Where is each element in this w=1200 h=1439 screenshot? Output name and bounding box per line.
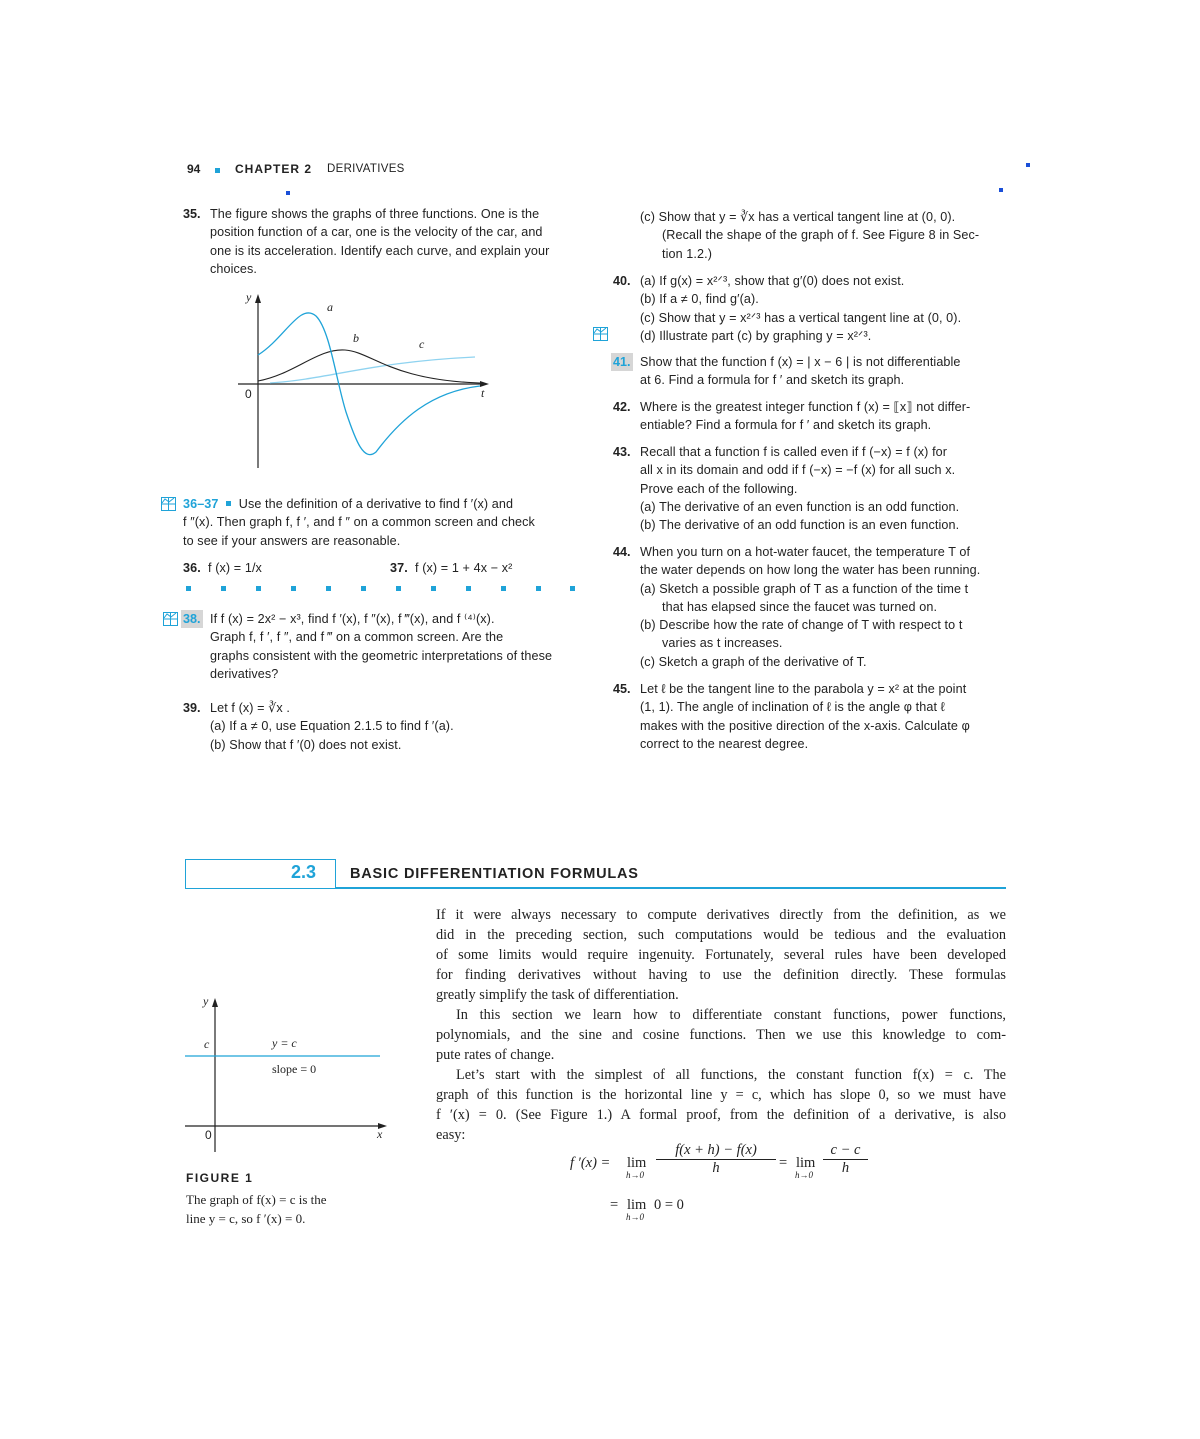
slope-label: slope = 0	[272, 1062, 317, 1076]
text-line: (b) Describe how the rate of change of T with respect to t	[640, 618, 963, 633]
origin-label: 0	[205, 1128, 212, 1142]
text-line: all x in its domain and odd if f (−x) = −f (x) for all such x.	[640, 463, 956, 478]
chapter-label: CHAPTER 2	[235, 162, 313, 176]
text-line: In this section we learn how to differentiate constant functions, power functions,	[456, 1007, 1006, 1023]
text-line: easy:	[436, 1127, 466, 1143]
text-line: graph of this function is the horizontal line y = c, which has slope 0, so we must have	[436, 1087, 1006, 1103]
eq-lim: lim	[796, 1155, 816, 1171]
text-line: Graph f, f ′, f ″, and f ‴ on a common screen. Are the	[210, 630, 504, 645]
text-line: one is its acceleration. Identify each curve, and explain your	[210, 243, 550, 258]
text-line: did in the preceding section, such computations would be tedious and the evaluation	[436, 927, 1006, 943]
chapter-title: DERIVATIVES	[327, 163, 405, 175]
exercise-text: f (x) = 1 + 4x − x²	[415, 561, 513, 575]
text-line: (a) Sketch a possible graph of T as a function of the time t	[640, 581, 969, 596]
exercise-number: 41.	[611, 353, 633, 371]
text-line: correct to the nearest degree.	[640, 736, 809, 751]
text-line: Let ℓ be the tangent line to the parabola y = x² at the point	[640, 682, 967, 696]
y-axis-arrow	[212, 998, 218, 1007]
text-line: polynomials, and the sine and cosine functions. Then we use this knowledge to com-	[436, 1027, 1006, 1043]
eq-lim: lim	[627, 1155, 647, 1171]
text-line: (c) Show that y = x²ᐟ³ has a vertical tangent line at (0, 0).	[640, 310, 962, 325]
origin-label: 0	[245, 387, 252, 401]
text-line: (Recall the shape of the graph of f. See Figure 8 in Sec-	[662, 228, 980, 243]
eq-equals: =	[779, 1155, 788, 1171]
text-line: (d) Illustrate part (c) by graphing y = x²ᐟ³.	[640, 328, 872, 343]
eq-result: 0 = 0	[654, 1197, 684, 1213]
eq-lhs: f ′(x) =	[570, 1155, 611, 1171]
text-line: makes with the positive direction of the x-axis. Calculate φ	[640, 718, 970, 733]
text-line: choices.	[210, 261, 257, 276]
line-label: y = c	[272, 1036, 297, 1050]
text-line: (c) Sketch a graph of the derivative of T.	[640, 654, 867, 669]
text-line: If f (x) = 2x² − x³, find f ′(x), f ″(x), f ‴(x), and f ⁽⁴⁾(x).	[210, 612, 495, 626]
text-line: Prove each of the following.	[640, 481, 798, 496]
text-line: graphs consistent with the geometric interpretations of these	[210, 648, 553, 663]
text-line: f ″(x). Then graph f, f ′, and f ″ on a common screen and check	[183, 515, 535, 530]
exercise-number: 42.	[613, 400, 631, 414]
text-line: to see if your answers are reasonable.	[183, 533, 401, 548]
text-line: (1, 1). The angle of inclination of ℓ is the angle φ that ℓ	[640, 700, 945, 715]
exercise-number: 37.	[390, 561, 408, 575]
text-line: entiable? Find a formula for f ′ and sketch its graph.	[640, 418, 932, 433]
text-line: (b) Show that f ′(0) does not exist.	[210, 737, 402, 752]
exercise-number: 45.	[613, 682, 631, 696]
exercise-number: 35.	[183, 207, 201, 221]
text-line: (b) The derivative of an odd function is an even function.	[640, 518, 960, 533]
exercise-text: f (x) = 1/x	[208, 561, 262, 575]
text-line: pute rates of change.	[436, 1047, 555, 1063]
eq-numerator: f(x + h) − f(x)	[656, 1142, 776, 1160]
text-line: varies as t increases.	[662, 636, 783, 651]
text-line: Let’s start with the simplest of all functions, the constant function f(x) = c. The	[456, 1067, 1006, 1083]
exercise-number: 44.	[613, 545, 631, 559]
eq-denominator: h	[841, 1160, 850, 1176]
text-line: The figure shows the graphs of three functions. One is the	[210, 207, 540, 221]
eq-lim-sub: h→0	[626, 1212, 644, 1222]
exercise-number: 38.	[181, 610, 203, 628]
eq-lim: lim	[627, 1197, 647, 1213]
figure-caption	[186, 1190, 327, 1228]
text-line: of some limits would require ingenuity. Fortunately, several rules have been developed	[436, 947, 1006, 963]
section-number: 2.3	[291, 862, 317, 882]
text-line: the water depends on how long the water has been running.	[640, 563, 981, 578]
text-line: for finding derivatives without having to use the definition directly. These formulas	[436, 967, 1006, 983]
text-line: tion 1.2.)	[662, 246, 713, 261]
t-axis-label: t	[481, 386, 485, 400]
text-line: If it were always necessary to compute derivatives directly from the definition, as we	[436, 907, 1006, 923]
exercise-number: 40.	[613, 274, 631, 288]
caption-line: The graph of f(x) = c is the	[186, 1192, 327, 1207]
eq-numerator: c − c	[823, 1142, 868, 1160]
section-title: BASIC DIFFERENTIATION FORMULAS	[350, 866, 639, 882]
c-label: c	[204, 1037, 210, 1051]
x-axis-label: x	[377, 1127, 383, 1141]
text-line: Let f (x) = ∛x .	[210, 701, 290, 715]
figure-title: FIGURE 1	[186, 1171, 254, 1185]
eq-denominator: h	[712, 1160, 720, 1176]
text-line: position function of a car, one is the velocity of the car, and	[210, 225, 543, 240]
eq-lim-sub: h→0	[626, 1170, 644, 1180]
text-line: (a) The derivative of an even function is an odd function.	[640, 499, 960, 514]
text-line: Show that the function f (x) = | x − 6 | is not differentiable	[640, 355, 961, 369]
exercise-range: 36–37	[183, 497, 219, 511]
exercise-number: 43.	[613, 445, 631, 459]
text-line: Recall that a function f is called even if f (−x) = f (x) for	[640, 445, 948, 459]
text-line: derivatives?	[210, 666, 279, 681]
text-line: (a) If a ≠ 0, use Equation 2.1.5 to find f ′(a).	[210, 719, 454, 734]
text-line: that has elapsed since the faucet was turned on.	[662, 599, 938, 614]
text-line: (a) If g(x) = x²ᐟ³, show that g′(0) does not exist.	[640, 274, 905, 288]
eq-equals: =	[610, 1197, 619, 1213]
page-number: 94	[187, 162, 201, 176]
text-line: Use the definition of a derivative to find f ′(x) and	[238, 497, 514, 511]
text-line: Where is the greatest integer function f (x) = ⟦x⟧ not differ-	[640, 400, 971, 414]
text-line: greatly simplify the task of differentiation.	[436, 987, 679, 1003]
y-axis-label: y	[246, 290, 252, 304]
curve-c-label: c	[419, 337, 425, 351]
y-axis-label: y	[203, 994, 209, 1008]
text-line: at 6. Find a formula for f ′ and sketch its graph.	[640, 373, 905, 388]
text-line: (b) If a ≠ 0, find g′(a).	[640, 292, 759, 307]
caption-line: line y = c, so f ′(x) = 0.	[186, 1211, 306, 1226]
text-line: (c) Show that y = ∛x has a vertical tangent line at (0, 0).	[640, 210, 956, 224]
curve-a-label: a	[327, 300, 333, 314]
exercise-number: 39.	[183, 701, 201, 715]
text-line: f ′(x) = 0. (See Figure 1.) A formal proof, from the definition of a derivative, is also	[436, 1107, 1006, 1123]
curve-b-label: b	[353, 331, 359, 345]
eq-lim-sub: h→0	[795, 1170, 813, 1180]
text-line: When you turn on a hot-water faucet, the temperature T of	[640, 545, 971, 559]
exercise-number: 36.	[183, 561, 201, 575]
